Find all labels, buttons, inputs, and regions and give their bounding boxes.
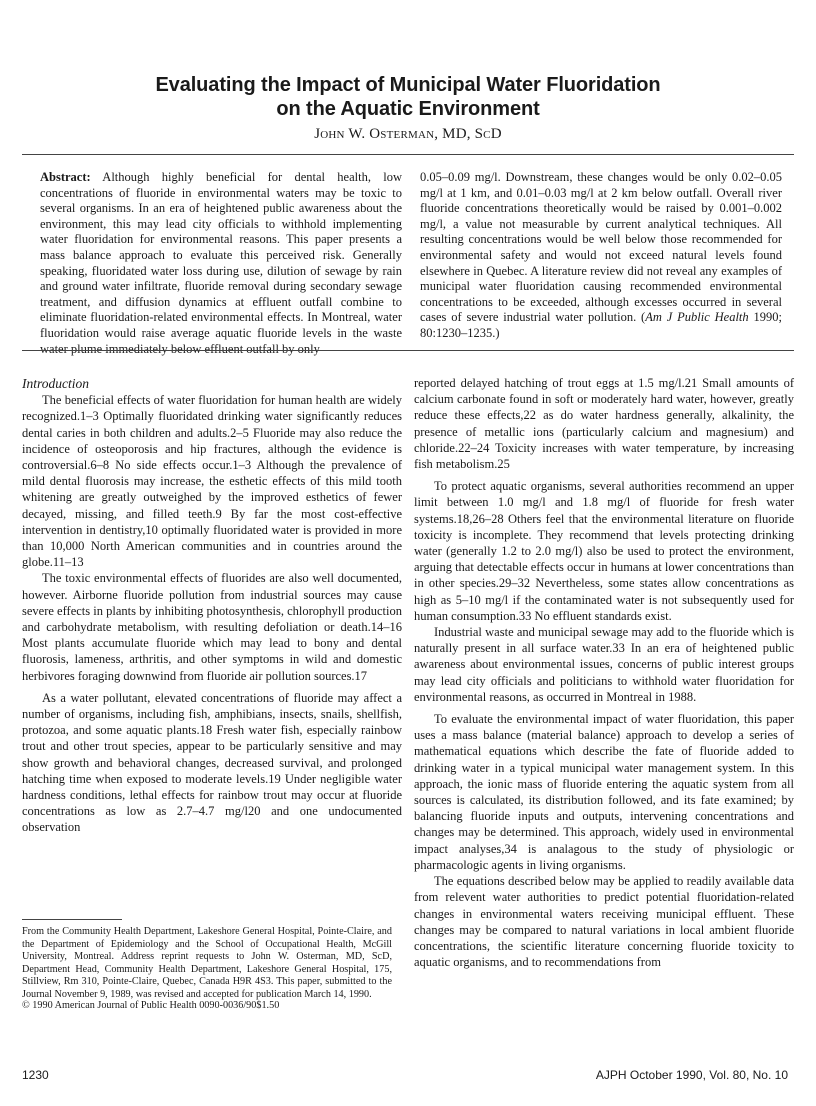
paragraph: The equations described below may be applied to readily available data from relevent water authorities to predict potential fluoridation-related changes in environmental waters receiving municipal effluent. These changes may be compared to natural variations in local ambient fluoride concentrations, the scientific literature concerning fluoride toxicity to aquatic organisms, and to recommendations from: [414, 874, 794, 970]
paragraph: As a water pollutant, elevated concentrations of fluoride may affect a number of organisms, including fish, amphibians, insects, snails, shellfish, protozoa, and some aquatic plants.18 Fresh water fish, especially rainbow trout and other trout species, appear to be particularly sensitive and may show growth and behavioral changes, decreased survival, and prolonged hatching time when exposed to moderate levels.19 Under negligible water hardness conditions, lethal effects for rainbow trout may occur at fluoride concentrations as low as 2.7–4.7 mg/l20 and one undocumented observation: [22, 690, 402, 835]
abstract-label: Abstract:: [40, 170, 91, 184]
paragraph: reported delayed hatching of trout eggs at 1.5 mg/l.21 Small amounts of calcium carbonate found in soft or moderately hard water, however, greatly reduce these effects,22 as do water hardness generally, alkalinity, the presence of metallic ions (particularly calcium and magnesium) and chloride.22–24 Toxicity increases with water temperature, by increasing fish metabolism.25: [414, 376, 794, 472]
body-right-column: [414, 375, 794, 970]
top-rule: [22, 154, 794, 155]
abstract-right-column: [420, 170, 782, 342]
journal-issue-footer: AJPH October 1990, Vol. 80, No. 10: [595, 1068, 788, 1082]
paragraph: The beneficial effects of water fluoridation for human health are widely recognized.1–3 Optimally fluoridated drinking water significantly reduces dental caries in both children and adults.2–5 Fluoride may also reduce the incidence of osteoporosis and hip fractures, although the evidence is controversial.6–8 No side effects occur.1–3 Although the prevalence of mild dental fluorosis may increase, the esthetic effects of this mild tooth whitening are greatly outweighed by the improved esthetics of fewer decayed, missing, and filled teeth.9 By far the most cost-effective intervention in dentistry,10 optimally fluoridated water is provided in more than 10,000 North American communities and in countries around the globe.11–13: [22, 393, 402, 570]
abstract-citation-detail: 1990; 80:1230–1235.): [420, 310, 782, 340]
paragraph: Industrial waste and municipal sewage may add to the fluoride which is naturally present in all surface water.33 In an era of heightened public awareness about environmental issues, concerns of public interest groups may lead city officials and politicians to withhold water fluoridation for environmental reasons, as occurred in Montreal in 1988.: [414, 625, 794, 704]
section-heading-introduction: Introduction: [22, 376, 89, 391]
abstract-citation-journal: Am J Public Health: [645, 310, 749, 325]
body-left-column: [22, 376, 402, 836]
author-byline: John W. Osterman, MD, ScD: [314, 126, 502, 142]
abstract-left-column: [40, 170, 402, 357]
abstract-text-right: 0.05–0.09 mg/l. Downstream, these changes would be only 0.02–0.05 mg/l at 1 km, and 0.01–0.03 mg/l at 2 km below outfall. Overall river fluoride concentrations theoretically would be raised by 0.001–0.002 mg/l, a value not measurable by current analytical techniques. All resulting concentrations would be well below those recommended for environmental safety and would not exceed natural levels found elsewhere in Quebec. A literature review did not reveal any examples of municipal water fluoridation causing recommended environmental concentrations to be exceeded, although excesses occurred in several cases of severe industrial water pollution. (: [420, 170, 782, 325]
abstract-bottom-rule: [22, 350, 794, 351]
title-line-1: Evaluating the Impact of Municipal Water Fluoridation: [155, 74, 661, 96]
paragraph: To evaluate the environmental impact of water fluoridation, this paper uses a mass balance (material balance) approach to develop a series of mathematical equations which describe the fate of fluoride added to drinking water in a typical municipal water management system. In this approach, the ionic mass of fluoride entering the aquatic system from all sources is calculated, its distribution followed, and its fate examined; by balancing fluoride inputs and outputs, intervening concentrations and changes may be determined. This approach, widely used in environmental impact analyses,34 is analagous to the study of physiologic or pharmacologic agents in living organisms.: [414, 712, 794, 872]
abstract-text-left: Although highly beneficial for dental health, low concentrations of fluoride in environmental waters may be toxic to several organisms. In an era of heightened public awareness about the environment, this may lead city officials to withhold implementing water fluoridation for environmental reasons. This paper presents a mass balance approach to evaluate this perceived risk. Generally speaking, fluoridated water loss during use, dilution of sewage by rain and ground water infiltrate, fluoride removal during secondary sewage treatment, and diffusion dynamics at effluent outfall combine to eliminate fluoridation-related environmental effects. In Montreal, water fluoridation would raise average aquatic fluoride levels in the waste water plume immediately below effluent outfall by only: [40, 170, 403, 356]
page-number: 1230: [22, 1068, 49, 1082]
footnote-rule: [22, 919, 122, 920]
author-affiliation-footnote: From the Community Health Department, Lakeshore General Hospital, Pointe-Claire, and the Department of Epidemiology and the School of Occupational Health, McGill University, Montreal. Address reprint requests to John W. Osterman, MD, ScD, Department Head, Community Health Department, Lakeshore General Hospital, 175, Stillview, Rm 310, Pointe-Claire, Quebec, Canada H9R 4S3. This paper, submitted to the Journal November 9, 1989, was revised and accepted for publication March 14, 1990.: [22, 926, 392, 1000]
copyright-notice: © 1990 American Journal of Public Health 0090-0036/90$1.50: [22, 1000, 280, 1011]
paragraph: To protect aquatic organisms, several authorities recommend an upper limit between 1.0 mg/l and 1.8 mg/l of fluoride for fresh water systems.18,26–28 Others feel that the environmental literature on fluoride toxicity is incomplete. They recommend that levels protecting drinking water (generally 1.2 to 2.0 mg/l) also be used to protect the environment, arguing that detectable effects occur in humans at lower concentrations than in other species.29–32 Nevertheless, some states allow concentrations as high as 5–10 mg/l if the contaminated water is not subsequently used for human consumption.33 No effluent standards exist.: [414, 479, 794, 623]
paragraph: The toxic environmental effects of fluorides are also well documented, however. Airborne fluoride pollution from industrial sources may cause severe effects in plants by inhibiting photosynthesis, chlorophyll production and carbohydrate metabolism, with resulting defoliation or death.14–16 Most plants accumulate fluoride which may lead to bony and dental fluorosis, lameness, arthritis, and other symptoms in wild and domestic herbivores foraging downwind from fluoride air pollution sources.17: [22, 571, 402, 683]
title-line-2: on the Aquatic Environment: [276, 98, 540, 120]
article-title: [90, 73, 726, 121]
